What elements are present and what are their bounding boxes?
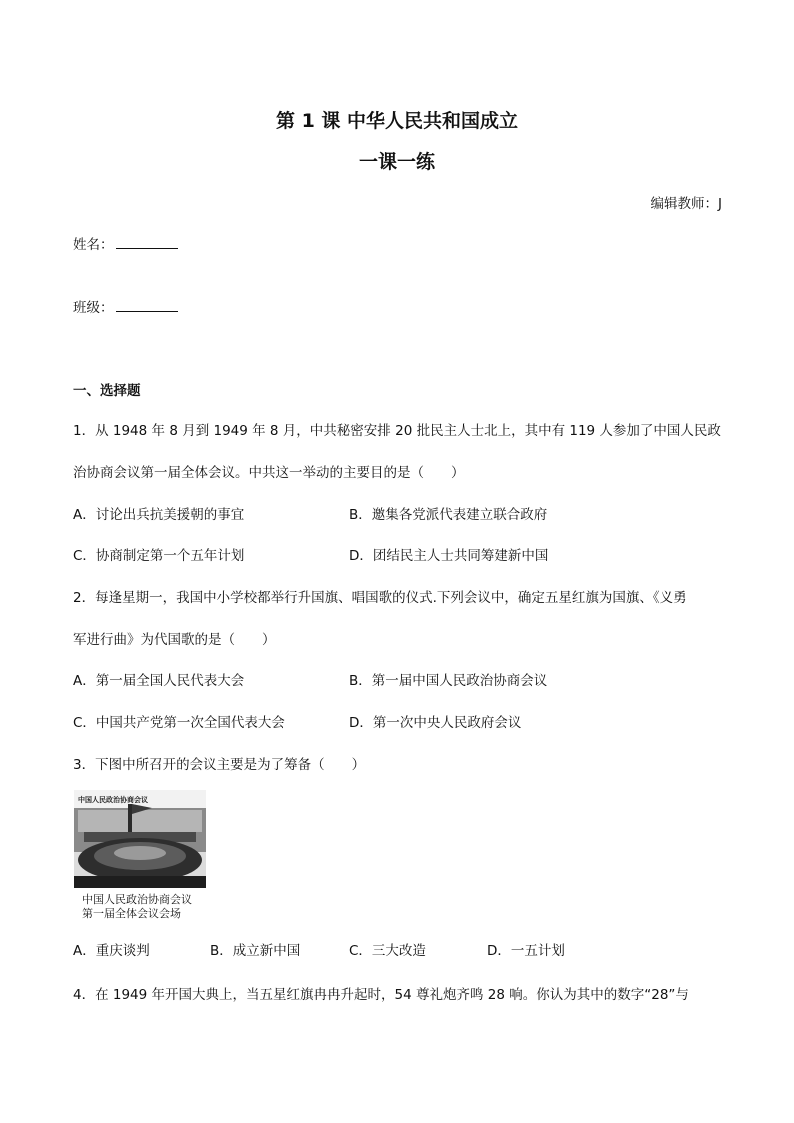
document-subtitle: 一课一练	[358, 151, 435, 173]
question-1-line-1: 1．从 1948 年 8 月到 1949 年 8 月，中共秘密安排 20 批民主人士北上，其中有 119 人参加了中国人民政	[73, 423, 721, 439]
photo-banner-text: 中国人民政治协商会议	[78, 795, 148, 804]
class-blank[interactable]	[116, 299, 178, 312]
document-title: 第 1 课 中华人民共和国成立	[275, 110, 519, 132]
name-label: 姓名：	[73, 237, 114, 253]
question-2-option-d[interactable]: D．第一次中央人民政府会议	[349, 715, 522, 731]
conference-hall-photo	[74, 790, 206, 888]
question-1-option-d[interactable]: D．团结民主人士共同筹建新中国	[349, 548, 549, 564]
class-field[interactable]	[73, 296, 178, 316]
conference-hall-illustration	[74, 790, 206, 888]
section-heading: 一、选择题	[73, 383, 141, 399]
class-label: 班级：	[73, 300, 114, 316]
photo-caption-line-1: 中国人民政治协商会议	[82, 893, 192, 906]
question-1-option-b[interactable]: B．邀集各党派代表建立联合政府	[349, 507, 548, 523]
question-4-line-1: 4．在 1949 年开国大典上，当五星红旗冉冉升起时，54 尊礼炮齐鸣 28 响。你认为其中的数字“28”与	[73, 987, 689, 1003]
question-3-option-c[interactable]: C．三大改造	[349, 943, 426, 959]
question-1-option-a[interactable]: A．讨论出兵抗美援朝的事宜	[73, 507, 245, 523]
question-2-option-a[interactable]: A．第一届全国人民代表大会	[73, 673, 245, 689]
editor-label: 编辑教师：J	[650, 196, 722, 212]
question-3-option-b[interactable]: B．成立新中国	[210, 943, 301, 959]
question-1-line-2: 治协商会议第一届全体会议。中共这一举动的主要目的是（ ）	[73, 465, 465, 481]
photo-caption-line-2: 第一届全体会议会场	[82, 907, 181, 920]
name-field[interactable]	[73, 233, 178, 253]
question-2-line-2: 军进行曲》为代国歌的是（ ）	[73, 632, 276, 648]
question-3-line-1: 3．下图中所召开的会议主要是为了筹备（ ）	[73, 757, 366, 773]
question-3-option-d[interactable]: D．一五计划	[487, 943, 565, 959]
question-1-option-c[interactable]: C．协商制定第一个五年计划	[73, 548, 245, 564]
name-blank[interactable]	[116, 236, 178, 249]
question-2-option-c[interactable]: C．中国共产党第一次全国代表大会	[73, 715, 285, 731]
question-2-line-1: 2．每逢星期一，我国中小学校都举行升国旗、唱国歌的仪式.下列会议中，确定五星红旗为国旗、《义勇	[73, 590, 687, 606]
question-2-option-b[interactable]: B．第一届中国人民政治协商会议	[349, 673, 548, 689]
question-3-option-a[interactable]: A．重庆谈判	[73, 943, 150, 959]
